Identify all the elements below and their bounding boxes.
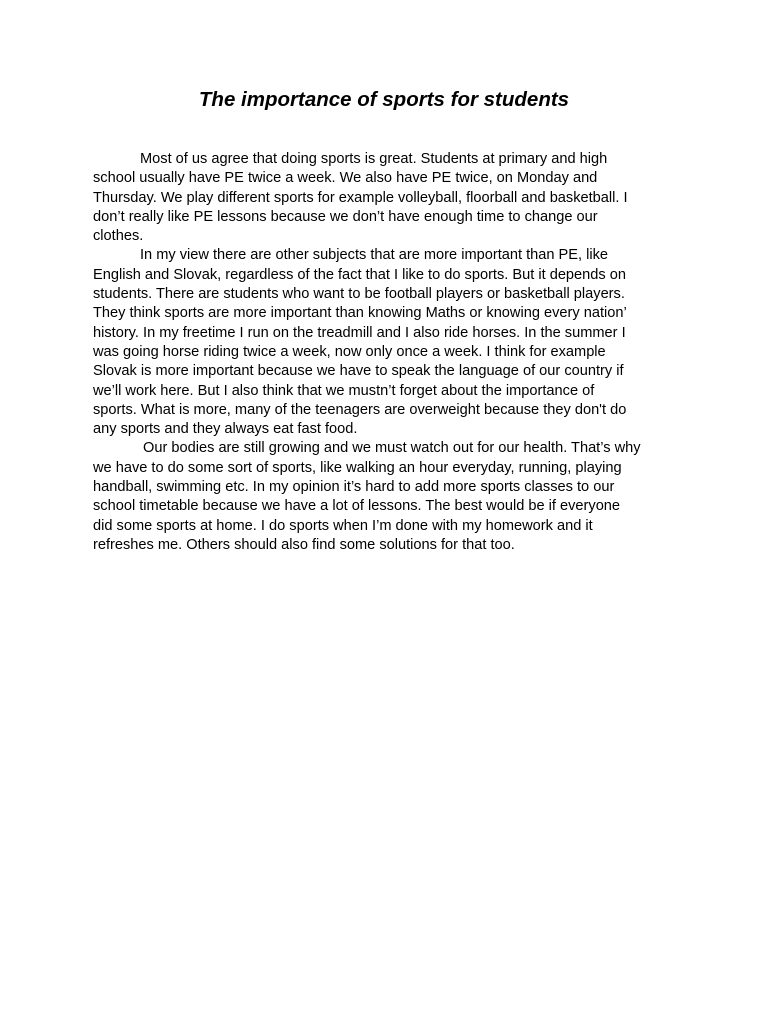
paragraph-1-line: clothes. [93, 228, 144, 245]
paragraph-3-line: handball, swimming etc. In my opinion it’s hard to add more sports classes to our [93, 479, 615, 496]
paragraph-3-line: Our bodies are still growing and we must watch out for our health. That’s why [143, 440, 641, 457]
paragraph-1-line: school usually have PE twice a week. We also have PE twice, on Monday and [93, 170, 598, 187]
paragraph-2-line: English and Slovak, regardless of the fact that I like to do sports. But it depends on [93, 266, 626, 283]
paragraph-1-line: Most of us agree that doing sports is great. Students at primary and high [140, 151, 608, 167]
paragraph-3-line: school timetable because we have a lot of lessons. The best would be if everyone [93, 498, 621, 515]
paragraph-2-line: students. There are students who want to be football players or basketball players. [93, 286, 625, 303]
paragraph-2-line: sports. What is more, many of the teenagers are overweight because they don't do [93, 401, 627, 418]
paragraph-2-line: They think sports are more important than knowing Maths or knowing every nation’ [93, 305, 627, 322]
paragraph-1-line: Thursday. We play different sports for example volleyball, floorball and basketball. I [93, 189, 628, 206]
paragraph-2-line: Slovak is more important because we have to speak the language of our country if [93, 363, 624, 380]
paragraph-3-line: refreshes me. Others should also find some solutions for that too. [93, 536, 515, 553]
document-title: The importance of sports for students [198, 88, 570, 111]
paragraph-2-line: history. In my freetime I run on the treadmill and I also ride horses. In the summer I [93, 324, 626, 341]
paragraph-3-line: we have to do some sort of sports, like walking an hour everyday, running, playing [93, 459, 622, 476]
paragraph-2-line: was going horse riding twice a week, now only once a week. I think for example [93, 343, 606, 360]
paragraph-2-line: In my view there are other subjects that are more important than PE, like [140, 247, 609, 264]
document-body [93, 150, 683, 555]
paragraph-2-line: we’ll work here. But I also think that we mustn’t forget about the importance of [93, 382, 595, 399]
paragraph-1-line: don’t really like PE lessons because we don’t have enough time to change our [93, 208, 598, 225]
paragraph-2-line: any sports and they always eat fast food. [93, 421, 358, 438]
paragraph-3-line: did some sports at home. I do sports when I’m done with my homework and it [93, 517, 593, 534]
